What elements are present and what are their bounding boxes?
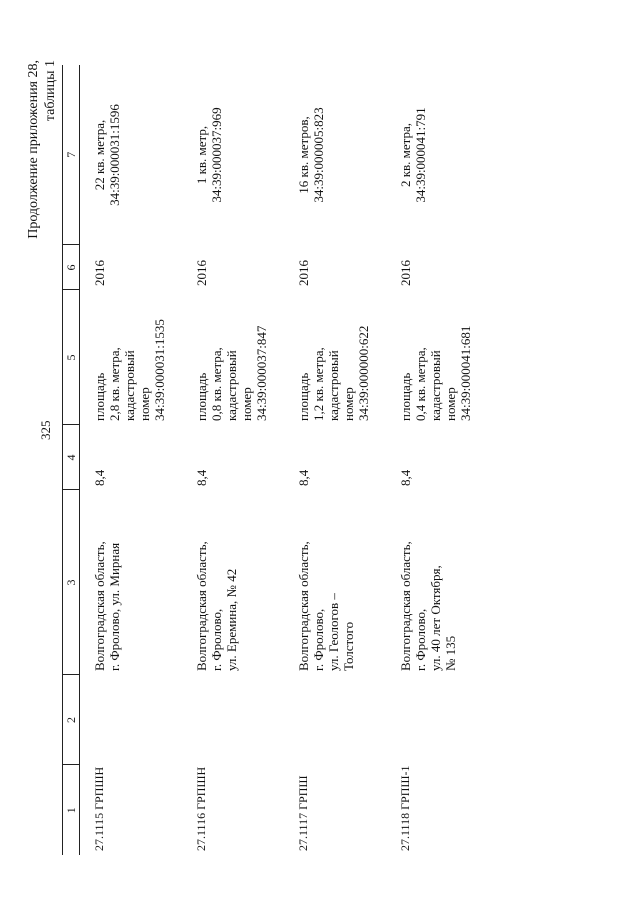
area-line: номер <box>341 387 356 421</box>
address-cell <box>284 490 386 675</box>
land-line: 34:39:000041:791 <box>413 107 428 203</box>
area-line: площадь <box>194 372 209 421</box>
address-line: № 135 <box>443 635 458 671</box>
row-number-cell <box>80 765 183 855</box>
land-cell <box>284 65 386 245</box>
object-code: ГРПШ <box>296 775 310 810</box>
address-cell <box>386 490 488 675</box>
empty-cell <box>386 675 488 765</box>
area-line: 2,8 кв. метра, <box>107 347 122 421</box>
address-line: г. Фролово, <box>311 608 326 671</box>
area-line: 0,4 кв. метра, <box>413 347 428 421</box>
year-cell <box>386 245 488 290</box>
land-line: 34:39:000005:823 <box>311 107 326 203</box>
data-table <box>62 65 488 855</box>
area-line: кадастровый <box>122 350 137 421</box>
year-text: 2016 <box>296 260 311 286</box>
land-line: 22 кв. метра, <box>92 119 107 191</box>
column-header: 4 <box>63 425 80 490</box>
address-line: ул. Еремина, № 42 <box>224 568 239 671</box>
empty-cell <box>80 675 183 765</box>
empty-cell <box>284 675 386 765</box>
object-code: ГРПШН <box>194 766 208 810</box>
address-cell <box>182 490 284 675</box>
area-line: площадь <box>92 372 107 421</box>
header-row <box>63 65 80 855</box>
area-line: 1,2 кв. метра, <box>311 347 326 421</box>
area-line: площадь <box>398 372 413 421</box>
area-cell <box>80 290 183 425</box>
area-line: номер <box>443 387 458 421</box>
area-line: кадастровый <box>224 350 239 421</box>
row-number: 27.1118 <box>398 812 412 851</box>
address-line: Волгоградская область, <box>296 541 311 671</box>
area-line: 34:39:000000:622 <box>356 325 371 421</box>
year-cell <box>182 245 284 290</box>
address-line: г. Фролово, <box>209 608 224 671</box>
area-line: площадь <box>296 372 311 421</box>
row-number-cell <box>182 765 284 855</box>
land-line: 1 кв. метр, <box>194 125 209 185</box>
land-line: 34:39:000037:969 <box>209 107 224 203</box>
table-row <box>284 65 386 855</box>
address-line: г. Фролово, <box>413 608 428 671</box>
row-number-cell <box>284 765 386 855</box>
object-code: ГРПШ-1 <box>398 765 412 810</box>
land-cell <box>80 65 183 245</box>
area-line: кадастровый <box>326 350 341 421</box>
area-line: 0,8 кв. метра, <box>209 347 224 421</box>
address-line: Волгоградская область, <box>194 541 209 671</box>
land-cell <box>182 65 284 245</box>
table-row <box>386 65 488 855</box>
table-row <box>80 65 183 855</box>
year-text: 2016 <box>398 260 413 286</box>
value-text: 8,4 <box>92 469 107 486</box>
continuation-line-2: таблицы 1 <box>43 60 58 122</box>
land-cell <box>386 65 488 245</box>
column-header: 7 <box>63 65 80 245</box>
land-line: 34:39:000031:1596 <box>107 104 122 206</box>
column-header: 1 <box>63 765 80 855</box>
table-row <box>182 65 284 855</box>
row-number: 27.1115 <box>92 812 106 851</box>
row-number-cell <box>386 765 488 855</box>
area-cell <box>284 290 386 425</box>
continuation-line-1: Продолжение приложения 28, <box>26 60 41 239</box>
row-number: 27.1116 <box>194 812 208 851</box>
address-line: г. Фролово, ул. Мирная <box>107 542 122 671</box>
value-text: 8,4 <box>398 469 413 486</box>
column-header: 2 <box>63 675 80 765</box>
value-cell <box>284 425 386 490</box>
area-line: кадастровый <box>428 350 443 421</box>
year-text: 2016 <box>92 260 107 286</box>
page-number: 325 <box>38 420 53 440</box>
land-line: 2 кв. метра, <box>398 122 413 188</box>
area-line: 34:39:000037:847 <box>254 325 269 421</box>
value-cell <box>182 425 284 490</box>
address-line: Волгоградская область, <box>398 541 413 671</box>
area-line: номер <box>137 387 152 421</box>
column-header: 3 <box>63 490 80 675</box>
empty-cell <box>182 675 284 765</box>
area-line: номер <box>239 387 254 421</box>
continuation-note <box>25 60 59 239</box>
object-code: ГРПШН <box>92 766 106 810</box>
address-line: ул. 40 лет Октября, <box>428 565 443 671</box>
year-cell <box>80 245 183 290</box>
value-text: 8,4 <box>194 469 209 486</box>
address-line: Волгоградская область, <box>92 541 107 671</box>
column-header: 6 <box>63 245 80 290</box>
row-number: 27.1117 <box>296 812 310 851</box>
area-line: 34:39:000031:1535 <box>152 319 167 421</box>
address-line: ул. Геологов – <box>326 593 341 671</box>
value-cell <box>80 425 183 490</box>
address-line: Толстого <box>341 621 356 671</box>
area-line: 34:39:000041:681 <box>458 325 473 421</box>
value-cell <box>386 425 488 490</box>
year-cell <box>284 245 386 290</box>
area-cell <box>386 290 488 425</box>
column-header: 5 <box>63 290 80 425</box>
year-text: 2016 <box>194 260 209 286</box>
value-text: 8,4 <box>296 469 311 486</box>
area-cell <box>182 290 284 425</box>
address-cell <box>80 490 183 675</box>
land-line: 16 кв. метров, <box>296 116 311 194</box>
